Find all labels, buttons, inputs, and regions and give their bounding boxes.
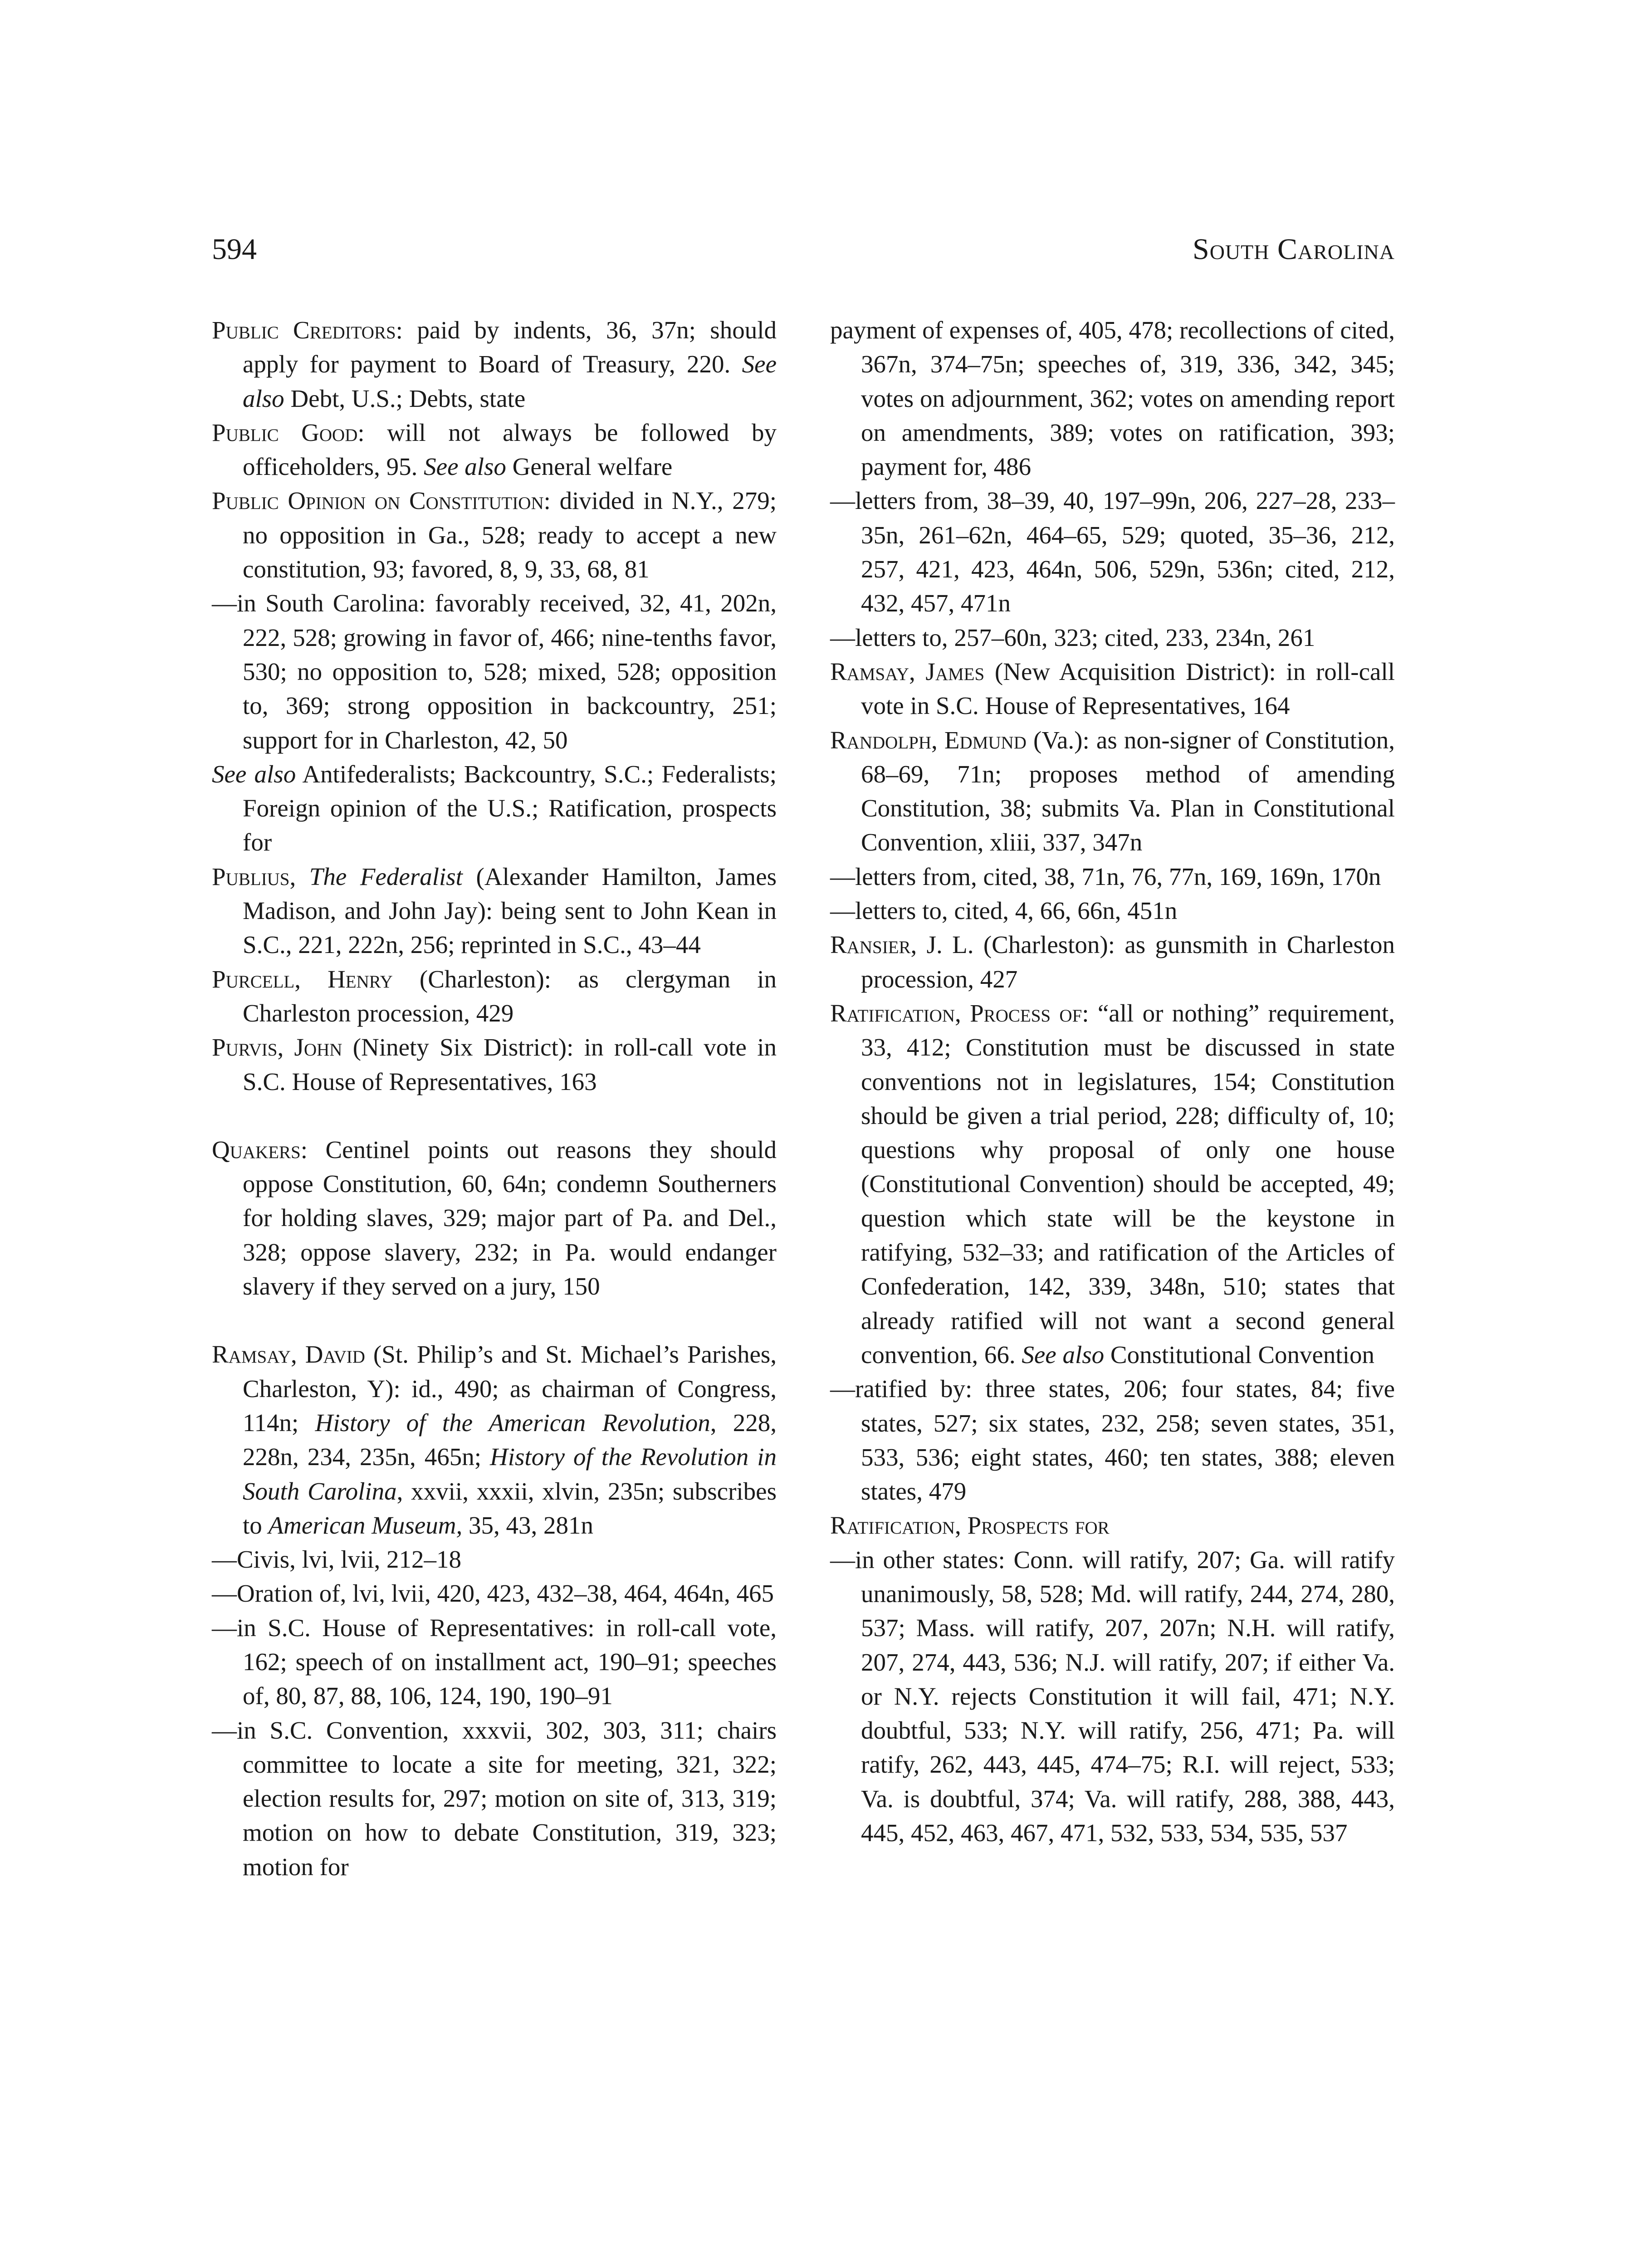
- index-heading: Public Opinion on Constitution: [212, 487, 544, 515]
- italic-text: History of the American Revolution: [315, 1408, 710, 1437]
- index-heading: Ransier, J. L.: [830, 931, 974, 959]
- entry-text: —in S.C. Convention, xxxvii, 302, 303, 311; chairs committee to locate a site for meeting, 321, 322; election results for, 297; motion on site of, 313, 319; motion on how to debate Constitution, 319, 323; motion for: [212, 1716, 777, 1881]
- entry-text: (New Acquisition District): in roll-call vote in S.C. House of Representatives, 164: [861, 657, 1395, 720]
- entry-text: will not always be followed by officeholders, 95.: [243, 418, 777, 481]
- entry-text: payment of expenses of, 405, 478; recollections of cited, 367n, 374–75n; speeches of, 319, 336, 342, 345; votes on adjournment, 362; votes on amending report on amendments, 389; votes on ratification, 393; payment for, 486: [830, 316, 1395, 481]
- entry-text: —in S.C. House of Representatives: in roll-call vote, 162; speech of on installment act, 190–91; speeches of, 80, 87, 88, 106, 124, 190, 190–91: [212, 1613, 777, 1710]
- index-entry: Public Creditors: paid by indents, 36, 37n; should apply for payment to Board of Treasury, 220. See also Debt, U.S.; Debts, state: [212, 316, 777, 412]
- index-entry: Ratification, Process of: “all or nothing” requirement, 33, 412; Constitution must be discussed in state conventions not in legislatures, 154; Constitution should be given a trial period, 228; difficulty of, 10; questions why proposal of only one house (Constitutional Convention) should be accepted, 49; question which state will be the keystone in ratifying, 532–33; and ratification of the Articles of Confederation, 142, 339, 348n, 510; states that already ratified will not want a second general convention, 66. See also Constitutional Convention: [830, 999, 1395, 1369]
- entry-text: (St. Philip’s and St. Michael’s Parishes, Charleston, Y): id., 490; as chairman of Congress, 114n;: [243, 1340, 777, 1437]
- entry-text: General welfare: [506, 453, 673, 481]
- index-heading: Purcell, Henry: [212, 965, 393, 993]
- index-subentry: [830, 484, 1395, 620]
- index-subentry: [212, 1611, 777, 1713]
- entry-text: —letters from, cited, 38, 71n, 76, 77n, 169, 169n, 170n: [830, 862, 1381, 890]
- entry-text: Centinel points out reasons they should oppose Constitution, 60, 64n; condemn Southerners for holding slaves, 329; major part of Pa. and Del., 328; oppose slavery, 232; in Pa. would endanger slavery if they served on a jury, 150: [243, 1135, 777, 1300]
- entry-text: —Civis, lvi, lvii, 212–18: [212, 1545, 462, 1574]
- index-subentry: [212, 586, 777, 757]
- italic-text: See also: [243, 350, 777, 412]
- entry-text: (Charleston): as gunsmith in Charleston procession, 427: [861, 931, 1395, 993]
- index-entry: Quakers: Centinel points out reasons they should oppose Constitution, 60, 64n; condemn Southerners for holding slaves, 329; major part of Pa. and Del., 328; oppose slavery, 232; in Pa. would endanger slavery if they served on a jury, 150: [212, 1135, 777, 1300]
- index-column-left: [212, 313, 777, 1884]
- entry-text: —in other states: Conn. will ratify, 207; Ga. will ratify unanimously, 58, 528; Md. will ratify, 244, 274, 280, 537; Mass. will ratify, 207, 207n; N.H. will ratify, 207, 274, 443, 536; N.J. will ratify, 207; if either Va. or N.Y. rejects Constitution it will fail, 471; N.Y. doubtful, 533; N.Y. will ratify, 256, 471; Pa. will ratify, 262, 443, 445, 474–75; R.I. will reject, 533; Va. is doubtful, 374; Va. will ratify, 288, 388, 443, 445, 452, 463, 467, 471, 532, 533, 534, 535, 537: [830, 1545, 1395, 1847]
- index-subentry: [212, 1713, 777, 1884]
- page-number: 594: [212, 233, 257, 266]
- index-subentry: [830, 1372, 1395, 1508]
- index-heading: Ratification, Prospects for: [830, 1511, 1110, 1540]
- index-entry: Publius, The Federalist (Alexander Hamilton, James Madison, and John Jay): being sent to John Kean in S.C., 221, 222n, 256; reprinted in S.C., 43–44: [212, 862, 777, 959]
- entry-text: (Alexander Hamilton, James Madison, and John Jay): being sent to John Kean in S.C., 221, 222n, 256; reprinted in S.C., 43–44: [243, 862, 777, 959]
- entry-text: —letters to, cited, 4, 66, 66n, 451n: [830, 897, 1178, 925]
- index-heading: Publius: [212, 862, 290, 890]
- index-entry: Public Opinion on Constitution: divided in N.Y., 279; no opposition in Ga., 528; ready to accept a new constitution, 93; favored, 8, 9, 33, 68, 81: [212, 487, 777, 583]
- index-entry: [830, 723, 1395, 860]
- index-entry-continued: [830, 313, 1395, 484]
- index-entry: [830, 928, 1395, 996]
- index-entry: [830, 1508, 1395, 1542]
- index-heading: Quakers: [212, 1135, 301, 1163]
- index-subentry: [212, 1542, 777, 1576]
- entry-text: 35, 43, 281n: [462, 1511, 593, 1539]
- entry-text: —letters to, 257–60n, 323; cited, 233, 234n, 261: [830, 623, 1315, 651]
- index-heading: Ramsay, James: [830, 657, 985, 685]
- entry-text: , xxvii, xxxii, xlvin, 235n; subscribes to: [243, 1477, 777, 1539]
- entry-text: paid by indents, 36, 37n; should apply for payment to Board of Treasury, 220.: [243, 316, 777, 378]
- index-entry: [830, 655, 1395, 723]
- entry-text: (Va.): as non-signer of Constitution, 68–69, 71n; proposes method of amending Constitution, 38; submits Va. Plan in Constitutional Convention, xliii, 337, 347n: [861, 726, 1395, 856]
- index-entry: [212, 1030, 777, 1099]
- index-heading: Ramsay, David: [212, 1340, 365, 1369]
- italic-text: History of the Revolution in South Carolina: [243, 1443, 777, 1505]
- index-heading: Public Creditors: [212, 316, 396, 344]
- italic-text: See also: [424, 453, 506, 481]
- entry-text: —letters from, 38–39, 40, 197–99n, 206, 227–28, 233–35n, 261–62n, 464–65, 529; quoted, 35–36, 212, 257, 421, 423, 464n, 506, 529n, 536n; cited, 212, 432, 457, 471n: [830, 487, 1395, 617]
- entry-text: (Ninety Six District): in roll-call vote in S.C. House of Representatives, 163: [243, 1033, 777, 1095]
- index-subentry: [830, 894, 1395, 928]
- index-heading: Randolph, Edmund: [830, 726, 1027, 754]
- entry-text: —Oration of, lvi, lvii, 420, 423, 432–38, 464, 464n, 465: [212, 1579, 774, 1608]
- index-entry: [212, 1337, 777, 1542]
- index-column-right: [830, 313, 1395, 1850]
- entry-text: , 228, 228n, 234, 235n, 465n;: [243, 1408, 777, 1471]
- entry-text: —ratified by: three states, 206; four states, 84; five states, 527; six states, 232, 258; seven states, 351, 533, 536; eight states, 460; ten states, 388; eleven states, 479: [830, 1375, 1395, 1505]
- running-head: South Carolina: [1193, 233, 1395, 266]
- entry-text: “all or nothing” requirement, 33, 412; Constitution must be discussed in state conventions not in legislatures, 154; Constitution should be given a trial period, 228; difficulty of, 10; questions why proposal of only one house (Constitutional Convention) should be accepted, 49; question which state will be the keystone in ratifying, 532–33; and ratification of the Articles of Confederation, 142, 339, 348n, 510; states that already ratified will not want a second general convention, 66.: [861, 999, 1395, 1369]
- italic-text: See also: [1022, 1340, 1105, 1369]
- italic-text: American Museum,: [268, 1511, 463, 1539]
- entry-text: divided in N.Y., 279; no opposition in Ga., 528; ready to accept a new constitution, 93; favored, 8, 9, 33, 68, 81: [243, 487, 777, 583]
- index-heading: Ratification, Process of: [830, 999, 1082, 1027]
- entry-text: —in South Carolina: favorably received, 32, 41, 202n, 222, 528; growing in favor of, 466; nine-tenths favor, 530; no opposition to, 528; mixed, 528; opposition to, 369; strong opposition in backcountry, 251; support for in Charleston, 42, 50: [212, 589, 777, 754]
- index-heading: Purvis, John: [212, 1033, 342, 1061]
- entry-text: Constitutional Convention: [1104, 1340, 1374, 1369]
- index-entry: Public Good: will not always be followed by officeholders, 95. See also General welfare: [212, 418, 777, 481]
- entry-text: Debt, U.S.; Debts, state: [284, 384, 526, 412]
- index-heading: Public Good: [212, 418, 358, 446]
- index-subentry: [830, 1543, 1395, 1850]
- page-header: [212, 229, 1395, 270]
- entry-text: (Charleston): as clergyman in Charleston procession, 429: [243, 965, 777, 1027]
- index-subentry: [830, 860, 1395, 894]
- italic-text: The Federalist: [309, 862, 463, 890]
- italic-text: See also: [212, 760, 296, 788]
- index-subentry: [212, 757, 777, 860]
- index-entry: [212, 962, 777, 1031]
- index-subentry: [212, 1576, 777, 1610]
- entry-text: Antifederalists; Backcountry, S.C.; Federalists; Foreign opinion of the U.S.; Ratification, prospects for: [243, 760, 777, 856]
- index-subentry: [830, 621, 1395, 655]
